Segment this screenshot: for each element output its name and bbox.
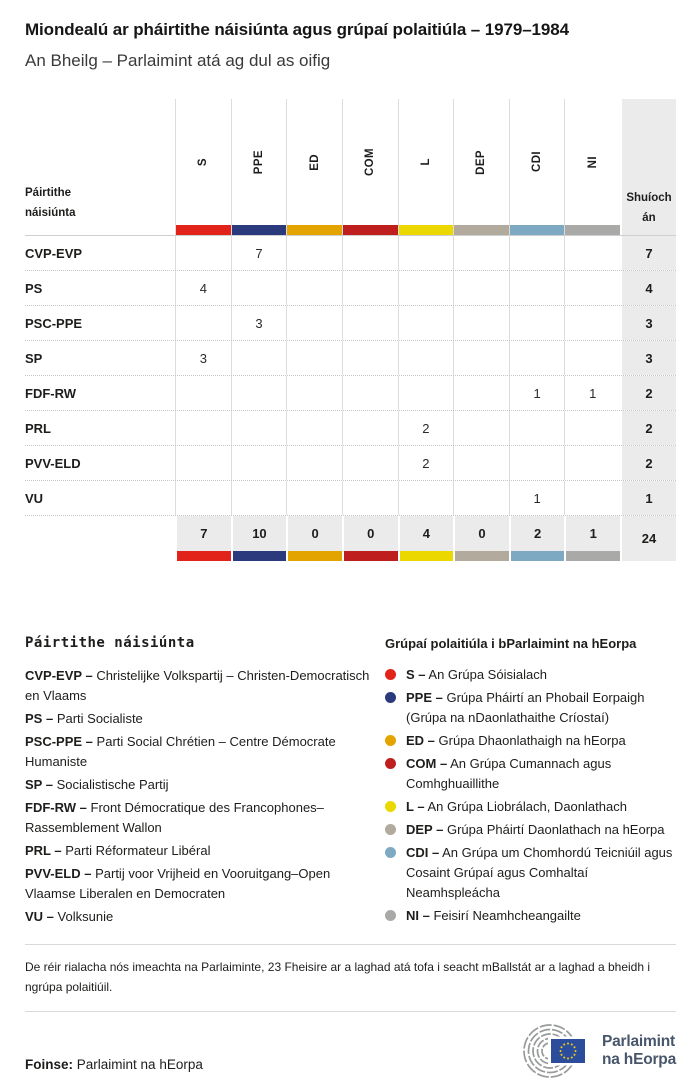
group-color-bar	[288, 551, 342, 561]
seat-count-cell-dep	[453, 376, 509, 410]
group-total-cell-ppe	[231, 516, 287, 561]
seat-count-cell-cdi	[509, 446, 565, 480]
seat-count-cell-ppe: 7	[231, 236, 287, 270]
table-totals-row	[25, 516, 676, 561]
party-definition	[25, 775, 373, 795]
table-row-fdf-rw	[25, 376, 676, 411]
footnote-text: De réir rialacha nós imeachta na Parlaiminte, 23 Fheisire ar a laghad atá tofa i seacht mBallstát ar a laghad a bheidh i ngrúpa polaitiúil.	[25, 960, 651, 995]
group-color-dot	[385, 692, 396, 703]
table-row-prl	[25, 411, 676, 446]
group-color-bar	[511, 551, 565, 561]
group-color-dot	[385, 735, 396, 746]
group-color-bar	[400, 551, 454, 561]
seat-count-cell-ed	[286, 376, 342, 410]
party-definition	[25, 864, 373, 904]
seat-count-cell-s	[175, 306, 231, 340]
seat-count-cell-ni	[564, 271, 620, 305]
group-total-value: 4	[422, 526, 430, 541]
table-header-row	[25, 99, 676, 236]
group-name: An Grúpa um Chomhordú Teicniúil agus Cosaint Grúpaí agus Comhaltaí Neamhspleácha	[406, 845, 673, 900]
party-definition	[25, 732, 373, 772]
group-code-label: CDI	[531, 151, 544, 173]
seat-count-cell-dep	[453, 446, 509, 480]
rotated-label-wrap	[232, 99, 287, 225]
seat-count-cell-s	[175, 446, 231, 480]
grand-total-cell: 24	[620, 516, 676, 561]
group-abbr: COM –	[406, 756, 448, 771]
seat-count-cell-dep	[453, 481, 509, 515]
group-color-bar	[233, 551, 287, 561]
group-definition-text	[406, 731, 626, 751]
group-total-value: 7	[200, 526, 208, 541]
party-definition	[25, 709, 373, 729]
group-abbr: DEP –	[406, 822, 444, 837]
group-total-cell-s	[175, 516, 231, 561]
seats-total-cell: 1	[620, 481, 676, 515]
group-code-label: NI	[586, 155, 599, 169]
party-group-table	[25, 99, 676, 561]
corner-header-label: Páirtithe náisiúnta	[25, 186, 76, 220]
group-column-header-com	[342, 99, 398, 235]
seat-count-cell-l	[398, 236, 454, 270]
group-name: Grúpa Pháirtí Daonlathach na hEorpa	[446, 822, 665, 837]
seat-count-cell-ppe	[231, 341, 287, 375]
group-definition-text	[406, 754, 676, 794]
table-row-sp	[25, 341, 676, 376]
group-color-bar	[566, 551, 620, 561]
seat-count-cell-com	[342, 341, 398, 375]
group-definition	[385, 797, 676, 817]
group-color-bar	[177, 551, 231, 561]
group-definition	[385, 754, 676, 794]
source-line	[25, 1057, 203, 1078]
group-definition	[385, 731, 676, 751]
party-abbr: PVV-ELD –	[25, 866, 92, 881]
group-total-value: 10	[252, 526, 267, 541]
group-column-header-cdi	[509, 99, 565, 235]
group-definition-text	[406, 665, 547, 685]
group-total-value: 0	[367, 526, 375, 541]
group-definition	[385, 688, 676, 728]
totals-empty-cell	[25, 516, 175, 561]
seat-count-cell-cdi	[509, 236, 565, 270]
seat-count-cell-ed	[286, 236, 342, 270]
group-total-cell-com	[342, 516, 398, 561]
group-code-label: ED	[308, 153, 321, 171]
seat-count-cell-com	[342, 236, 398, 270]
seat-count-cell-s	[175, 411, 231, 445]
seat-count-cell-l	[398, 271, 454, 305]
party-name: Parti Social Chrétien – Centre Démocrate Humaniste	[25, 734, 336, 769]
seat-count-cell-l: 2	[398, 411, 454, 445]
seat-count-cell-dep	[453, 341, 509, 375]
group-color-bar	[232, 225, 287, 235]
group-name: Feisirí Neamhcheangailte	[433, 908, 581, 923]
source-label: Foinse:	[25, 1056, 74, 1072]
party-label: SP	[25, 350, 43, 366]
group-definition	[385, 820, 676, 840]
party-abbr: PRL –	[25, 843, 62, 858]
group-abbr: S –	[406, 667, 426, 682]
group-color-bar	[455, 551, 509, 561]
rotated-label-wrap	[454, 99, 509, 225]
divider-bottom	[25, 1011, 676, 1012]
seat-count-cell-l	[398, 341, 454, 375]
party-label: PSC-PPE	[25, 315, 83, 331]
seat-count-cell-l	[398, 481, 454, 515]
seat-count-cell-ni	[564, 341, 620, 375]
group-total-cell-ed	[286, 516, 342, 561]
logo-line1: Parlaimint	[602, 1032, 675, 1050]
seat-count-cell-s	[175, 481, 231, 515]
party-label: FDF-RW	[25, 385, 77, 401]
group-total-cell-ni	[564, 516, 620, 561]
group-definition	[385, 906, 676, 926]
group-definition-list	[385, 665, 676, 926]
group-column-header-ppe	[231, 99, 287, 235]
party-name: Socialistische Partij	[56, 777, 169, 792]
party-label: PS	[25, 280, 43, 296]
party-abbr: PSC-PPE –	[25, 734, 93, 749]
seat-count-cell-com	[342, 376, 398, 410]
group-definition	[385, 843, 676, 903]
seat-count-cell-ppe: 3	[231, 306, 287, 340]
party-label: VU	[25, 490, 44, 506]
seat-count-cell-l	[398, 306, 454, 340]
logo-line2: na hEorpa	[602, 1050, 676, 1068]
party-abbr: SP –	[25, 777, 53, 792]
group-code-label: L	[419, 158, 432, 166]
table-row-psc-ppe	[25, 306, 676, 341]
group-abbr: NI –	[406, 908, 430, 923]
seat-count-cell-cdi: 1	[509, 376, 565, 410]
seat-count-cell-l: 2	[398, 446, 454, 480]
group-code-label: PPE	[252, 149, 265, 175]
source-value: Parlaimint na hEorpa	[76, 1056, 203, 1072]
divider-top	[25, 944, 676, 945]
seat-count-cell-dep	[453, 306, 509, 340]
group-color-bar	[565, 225, 620, 235]
seat-count-cell-com	[342, 271, 398, 305]
seat-count-cell-ni	[564, 236, 620, 270]
party-name: Parti Socialiste	[56, 711, 143, 726]
seat-count-cell-s	[175, 236, 231, 270]
group-abbr: CDI –	[406, 845, 440, 860]
group-total-cell-cdi	[509, 516, 565, 561]
seat-count-cell-ni: 1	[564, 376, 620, 410]
seat-count-cell-cdi	[509, 306, 565, 340]
table-row-vu	[25, 481, 676, 516]
group-name: Grúpa Pháirtí an Phobail Eorpaigh (Grúpa na nDaonlathaithe Críostaí)	[406, 690, 645, 725]
group-name: Grúpa Dhaonlathaigh na hEorpa	[438, 733, 626, 748]
group-total-value: 2	[533, 526, 542, 541]
rotated-label-wrap	[565, 99, 620, 225]
legend-political-groups	[385, 635, 676, 930]
party-abbr: VU –	[25, 909, 54, 924]
seat-count-cell-com	[342, 481, 398, 515]
group-color-bar	[343, 225, 398, 235]
rotated-label-wrap	[287, 99, 342, 225]
seat-count-cell-cdi	[509, 271, 565, 305]
group-color-dot	[385, 910, 396, 921]
seat-count-cell-dep	[453, 411, 509, 445]
party-name: Christelijke Volkspartij – Christen-Democratisch en Vlaams	[25, 668, 370, 703]
group-code-label: DEP	[475, 149, 488, 175]
party-name: Volksunie	[57, 909, 114, 924]
group-color-bar	[176, 225, 231, 235]
seat-count-cell-ni	[564, 446, 620, 480]
group-color-bar	[287, 225, 342, 235]
party-definition	[25, 841, 373, 861]
group-code-label: S	[197, 157, 210, 167]
party-name: Parti Réformateur Libéral	[65, 843, 211, 858]
party-name: Partij voor Vrijheid en Vooruitgang–Open Vlaamse Liberalen en Democraten	[25, 866, 331, 901]
group-code-label: COM	[364, 147, 377, 177]
seat-count-cell-ni	[564, 481, 620, 515]
group-total-value: 0	[311, 526, 319, 541]
footer	[25, 1020, 676, 1078]
group-definition-text	[406, 906, 581, 926]
hemicycle-eu-flag-icon	[521, 1024, 593, 1078]
seat-count-cell-ppe	[231, 271, 287, 305]
group-color-dot	[385, 758, 396, 769]
seat-count-cell-ed	[286, 306, 342, 340]
party-definition	[25, 798, 373, 838]
party-abbr: PS –	[25, 711, 54, 726]
seat-count-cell-com	[342, 411, 398, 445]
group-column-header-dep	[453, 99, 509, 235]
table-row-cvp-evp	[25, 236, 676, 271]
rotated-label-wrap	[399, 99, 454, 225]
group-definition-text	[406, 820, 665, 840]
legend-national-parties	[25, 635, 385, 930]
seats-total-cell: 2	[620, 376, 676, 410]
seat-count-cell-cdi: 1	[509, 481, 565, 515]
group-name: An Grúpa Liobrálach, Daonlathach	[427, 799, 627, 814]
group-definition-text	[406, 688, 676, 728]
seats-column-header	[620, 99, 676, 235]
seat-count-cell-ni	[564, 306, 620, 340]
group-abbr: L –	[406, 799, 425, 814]
group-color-dot	[385, 801, 396, 812]
group-column-header-ni	[564, 99, 620, 235]
party-definition	[25, 666, 373, 706]
seat-count-cell-ed	[286, 271, 342, 305]
seat-count-cell-cdi	[509, 411, 565, 445]
seat-count-cell-ni	[564, 411, 620, 445]
party-label: CVP-EVP	[25, 245, 83, 261]
table-body	[25, 236, 676, 561]
group-abbr: PPE –	[406, 690, 443, 705]
seats-total-cell: 2	[620, 446, 676, 480]
party-label: PRL	[25, 420, 51, 436]
group-color-bar	[344, 551, 398, 561]
corner-header-cell	[25, 99, 175, 235]
group-color-dot	[385, 847, 396, 858]
party-definition	[25, 907, 373, 927]
seats-total-cell: 4	[620, 271, 676, 305]
group-abbr: ED –	[406, 733, 435, 748]
group-color-bar	[510, 225, 565, 235]
table-row-ps	[25, 271, 676, 306]
seats-total-cell: 2	[620, 411, 676, 445]
seat-count-cell-ed	[286, 481, 342, 515]
group-definition-text	[406, 843, 676, 903]
group-color-dot	[385, 824, 396, 835]
party-abbr: FDF-RW –	[25, 800, 87, 815]
seat-count-cell-dep	[453, 271, 509, 305]
seat-count-cell-com	[342, 306, 398, 340]
party-abbr: CVP-EVP –	[25, 668, 93, 683]
group-name: An Grúpa Cumannach agus Comhghuaillithe	[406, 756, 612, 791]
table-row-pvv-eld	[25, 446, 676, 481]
group-definition	[385, 665, 676, 685]
seat-count-cell-com	[342, 446, 398, 480]
group-column-header-l	[398, 99, 454, 235]
seat-count-cell-s: 4	[175, 271, 231, 305]
seat-count-cell-ppe	[231, 411, 287, 445]
seats-total-cell: 3	[620, 341, 676, 375]
logo-wordmark	[602, 1033, 676, 1069]
party-name: Front Démocratique des Francophones–Rassemblement Wallon	[25, 800, 324, 835]
group-name: An Grúpa Sóisialach	[428, 667, 547, 682]
rotated-label-wrap	[343, 99, 398, 225]
seat-count-cell-ed	[286, 446, 342, 480]
seat-count-cell-cdi	[509, 341, 565, 375]
group-total-value: 1	[589, 526, 597, 541]
rotated-label-wrap	[176, 99, 231, 225]
group-color-dot	[385, 669, 396, 680]
seats-total-cell: 7	[620, 236, 676, 270]
legend-parties-title: Páirtithe náisiúnta	[25, 635, 195, 651]
group-total-value: 0	[478, 526, 486, 541]
group-color-bar	[399, 225, 454, 235]
seats-header-label: Shuíochán	[626, 191, 672, 225]
group-column-header-s	[175, 99, 231, 235]
seat-count-cell-ppe	[231, 376, 287, 410]
rotated-label-wrap	[510, 99, 565, 225]
seat-count-cell-s: 3	[175, 341, 231, 375]
legend-groups-title: Grúpaí polaitiúla i bParlaimint na hEorpa	[385, 636, 637, 651]
seat-count-cell-dep	[453, 236, 509, 270]
european-parliament-logo	[521, 1024, 676, 1078]
group-total-cell-dep	[453, 516, 509, 561]
group-column-header-ed	[286, 99, 342, 235]
party-label: PVV-ELD	[25, 455, 81, 471]
seat-count-cell-ed	[286, 341, 342, 375]
seat-count-cell-ed	[286, 411, 342, 445]
seat-count-cell-ppe	[231, 446, 287, 480]
legend-section	[25, 635, 676, 930]
group-total-cell-l	[398, 516, 454, 561]
party-definition-list	[25, 666, 373, 927]
seat-count-cell-s	[175, 376, 231, 410]
group-definition-text	[406, 797, 627, 817]
page-title: Miondealú ar pháirtithe náisiúnta agus grúpaí polaitiúla – 1979–1984	[25, 20, 569, 39]
seat-count-cell-ppe	[231, 481, 287, 515]
seats-total-cell: 3	[620, 306, 676, 340]
group-color-bar	[454, 225, 509, 235]
seat-count-cell-l	[398, 376, 454, 410]
page-subtitle: An Bheilg – Parlaimint atá ag dul as oifig	[25, 51, 331, 70]
